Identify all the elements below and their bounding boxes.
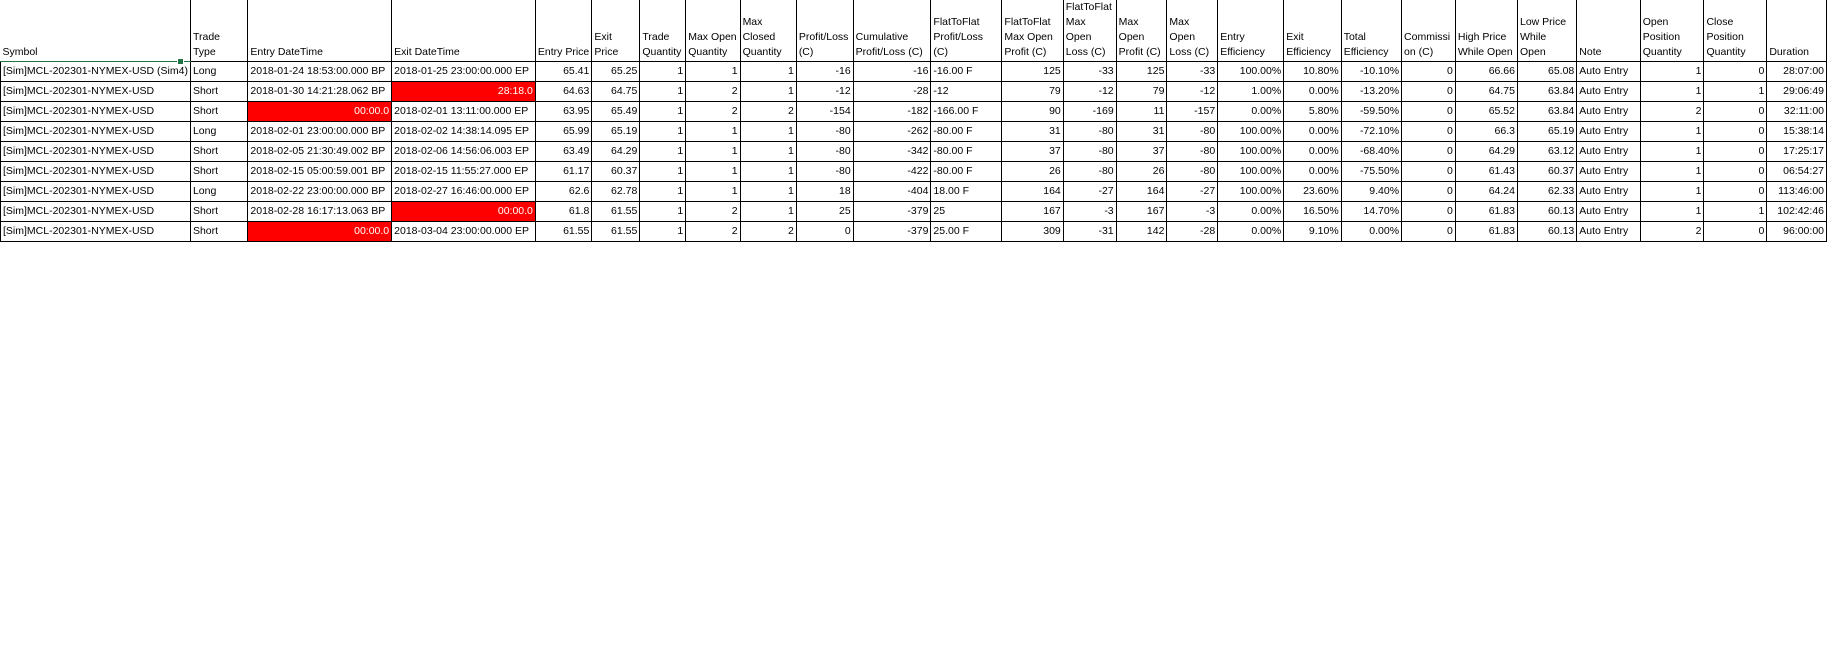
table-cell[interactable]: 0.00% — [1218, 102, 1284, 122]
table-row — [1, 82, 1827, 102]
table-cell[interactable]: 2018-02-01 23:00:00.000 BP — [248, 122, 392, 142]
table-cell[interactable]: -27 — [1167, 182, 1218, 202]
table-cell[interactable]: 1 — [640, 182, 686, 202]
table-cell[interactable]: 2 — [686, 102, 740, 122]
table-cell[interactable]: 00:00.0 — [248, 102, 392, 122]
table-cell[interactable]: 1 — [740, 122, 796, 142]
table-cell[interactable]: 00:00.0 — [392, 202, 536, 222]
table-cell[interactable]: 37 — [1002, 142, 1063, 162]
table-cell[interactable]: 0 — [1704, 142, 1767, 162]
fill-handle[interactable] — [177, 58, 184, 65]
table-cell[interactable]: 65.49 — [592, 102, 640, 122]
column-header[interactable]: Duration — [1767, 0, 1827, 62]
table-cell[interactable]: 0 — [1402, 162, 1456, 182]
table-cell[interactable]: 2018-01-24 18:53:00.000 BP — [248, 62, 392, 82]
table-cell[interactable]: 0 — [1704, 182, 1767, 202]
column-header[interactable]: Entry DateTime — [248, 0, 392, 62]
table-cell[interactable]: 64.24 — [1455, 182, 1517, 202]
spreadsheet — [0, 0, 1827, 242]
table-cell[interactable]: 1 — [1640, 202, 1704, 222]
table-cell[interactable]: 23.60% — [1284, 182, 1342, 202]
table-cell[interactable]: 64.29 — [1455, 142, 1517, 162]
table-cell[interactable]: 0 — [1704, 122, 1767, 142]
table-cell[interactable]: 0 — [1402, 102, 1456, 122]
table-cell[interactable]: 0 — [1704, 222, 1767, 242]
table-row — [1, 182, 1827, 202]
table-cell[interactable]: 63.84 — [1517, 102, 1576, 122]
table-cell[interactable]: 64.63 — [535, 82, 591, 102]
table-cell[interactable]: 26 — [1116, 162, 1167, 182]
table-cell[interactable]: -13.20% — [1341, 82, 1401, 102]
table-cell[interactable]: -28 — [853, 82, 931, 102]
table-cell[interactable]: 61.55 — [592, 222, 640, 242]
table-cell[interactable]: 00:00.0 — [248, 222, 392, 242]
table-cell[interactable]: -33 — [1167, 62, 1218, 82]
table-cell[interactable]: -3 — [1167, 202, 1218, 222]
table-cell[interactable]: -422 — [853, 162, 931, 182]
table-cell[interactable]: 0 — [796, 222, 853, 242]
table-cell[interactable]: 15:38:14 — [1767, 122, 1827, 142]
table-cell[interactable]: 65.52 — [1455, 102, 1517, 122]
table-cell[interactable]: -80 — [796, 122, 853, 142]
table-cell[interactable]: 17:25:17 — [1767, 142, 1827, 162]
table-cell[interactable]: 90 — [1002, 102, 1063, 122]
table-cell[interactable]: 1 — [740, 182, 796, 202]
table-cell[interactable]: -3 — [1063, 202, 1116, 222]
table-cell[interactable]: [Sim]MCL-202301-NYMEX-USD — [1, 122, 191, 142]
table-cell[interactable]: 1.00% — [1218, 82, 1284, 102]
table-cell[interactable]: 61.55 — [592, 202, 640, 222]
table-cell[interactable]: [Sim]MCL-202301-NYMEX-USD — [1, 82, 191, 102]
table-cell[interactable]: 0 — [1402, 62, 1456, 82]
table-cell[interactable]: 0 — [1704, 62, 1767, 82]
table-cell[interactable]: 31 — [1116, 122, 1167, 142]
table-cell[interactable]: -80.00 F — [931, 122, 1002, 142]
table-cell[interactable]: 61.8 — [535, 202, 591, 222]
table-cell[interactable]: 2018-02-06 14:56:06.003 EP — [392, 142, 536, 162]
table-cell[interactable]: 60.37 — [1517, 162, 1576, 182]
table-cell[interactable]: 113:46:00 — [1767, 182, 1827, 202]
table-row — [1, 222, 1827, 242]
table-cell[interactable]: Long — [190, 122, 247, 142]
table-cell[interactable]: 65.19 — [592, 122, 640, 142]
table-cell[interactable]: 64.29 — [592, 142, 640, 162]
table-cell[interactable]: -12 — [796, 82, 853, 102]
table-cell[interactable]: -379 — [853, 222, 931, 242]
table-cell[interactable]: [Sim]MCL-202301-NYMEX-USD — [1, 162, 191, 182]
table-cell[interactable]: 2018-02-05 21:30:49.002 BP — [248, 142, 392, 162]
table-cell[interactable]: 2 — [686, 202, 740, 222]
table-cell[interactable]: 60.13 — [1517, 222, 1576, 242]
table-cell[interactable]: 64.75 — [1455, 82, 1517, 102]
column-header[interactable]: Max Open Quantity — [686, 0, 740, 62]
table-cell[interactable]: 167 — [1116, 202, 1167, 222]
column-header[interactable]: Profit/Loss (C) — [796, 0, 853, 62]
table-cell[interactable]: 0.00% — [1284, 142, 1342, 162]
table-cell[interactable]: 28:18.0 — [392, 82, 536, 102]
table-cell[interactable]: 79 — [1002, 82, 1063, 102]
column-header[interactable]: Trade Quantity — [640, 0, 686, 62]
table-cell[interactable]: 2018-02-28 16:17:13.063 BP — [248, 202, 392, 222]
column-header[interactable]: Max Closed Quantity — [740, 0, 796, 62]
table-cell[interactable]: 9.10% — [1284, 222, 1342, 242]
table-cell[interactable]: 2 — [1640, 102, 1704, 122]
table-cell[interactable]: 1 — [686, 122, 740, 142]
table-cell[interactable]: 0 — [1402, 122, 1456, 142]
table-cell[interactable]: -10.10% — [1341, 62, 1401, 82]
table-cell[interactable]: -68.40% — [1341, 142, 1401, 162]
table-cell[interactable]: 26 — [1002, 162, 1063, 182]
table-cell[interactable]: 66.66 — [1455, 62, 1517, 82]
table-cell[interactable]: Auto Entry — [1577, 162, 1640, 182]
table-cell[interactable]: -169 — [1063, 102, 1116, 122]
table-cell[interactable]: 65.08 — [1517, 62, 1576, 82]
table-cell[interactable]: 29:06:49 — [1767, 82, 1827, 102]
table-cell[interactable]: -262 — [853, 122, 931, 142]
table-cell[interactable]: -80 — [1167, 122, 1218, 142]
table-cell[interactable]: 1 — [640, 162, 686, 182]
table-cell[interactable]: 0 — [1704, 102, 1767, 122]
table-cell[interactable]: 100.00% — [1218, 142, 1284, 162]
table-cell[interactable]: 2 — [740, 102, 796, 122]
table-cell[interactable]: 0.00% — [1218, 222, 1284, 242]
table-cell[interactable]: -80 — [1063, 142, 1116, 162]
column-header[interactable]: Exit DateTime — [392, 0, 536, 62]
table-cell[interactable]: -27 — [1063, 182, 1116, 202]
table-cell[interactable]: 25.00 F — [931, 222, 1002, 242]
column-header[interactable]: Open Position Quantity — [1640, 0, 1704, 62]
column-header[interactable]: Close Position Quantity — [1704, 0, 1767, 62]
table-cell[interactable]: 2018-02-01 13:11:00.000 EP — [392, 102, 536, 122]
table-cell[interactable]: 0.00% — [1218, 202, 1284, 222]
table-cell[interactable]: -80.00 F — [931, 162, 1002, 182]
table-cell[interactable]: 2018-02-15 05:00:59.001 BP — [248, 162, 392, 182]
table-cell[interactable]: 2 — [686, 82, 740, 102]
table-cell[interactable]: 63.95 — [535, 102, 591, 122]
table-cell[interactable]: Auto Entry — [1577, 222, 1640, 242]
table-cell[interactable]: 1 — [740, 162, 796, 182]
table-cell[interactable]: 10.80% — [1284, 62, 1342, 82]
table-row — [1, 162, 1827, 182]
table-cell[interactable]: 25 — [796, 202, 853, 222]
table-cell[interactable]: 66.3 — [1455, 122, 1517, 142]
table-cell[interactable]: 2018-01-25 23:00:00.000 EP — [392, 62, 536, 82]
table-cell[interactable]: 1 — [740, 82, 796, 102]
table-cell[interactable]: 2018-03-04 23:00:00.000 EP — [392, 222, 536, 242]
table-cell[interactable]: 1 — [640, 82, 686, 102]
table-row — [1, 102, 1827, 122]
column-header[interactable]: Max Open Loss (C) — [1167, 0, 1218, 62]
table-cell[interactable]: Auto Entry — [1577, 102, 1640, 122]
table-body — [1, 62, 1827, 242]
table-cell[interactable]: 0 — [1402, 182, 1456, 202]
table-row — [1, 122, 1827, 142]
table-cell[interactable]: 2018-02-22 23:00:00.000 BP — [248, 182, 392, 202]
table-cell[interactable]: Long — [190, 182, 247, 202]
table-cell[interactable]: 0 — [1402, 142, 1456, 162]
column-header[interactable]: Entry Efficiency — [1218, 0, 1284, 62]
table-cell[interactable]: 100.00% — [1218, 122, 1284, 142]
table-cell[interactable]: 1 — [1640, 142, 1704, 162]
table-cell[interactable]: -154 — [796, 102, 853, 122]
table-cell[interactable]: 61.43 — [1455, 162, 1517, 182]
table-cell[interactable]: 18 — [796, 182, 853, 202]
table-cell[interactable]: 0 — [1402, 202, 1456, 222]
table-cell[interactable]: 0 — [1402, 82, 1456, 102]
table-cell[interactable]: 100.00% — [1218, 162, 1284, 182]
column-header[interactable]: High Price While Open — [1455, 0, 1517, 62]
table-row — [1, 202, 1827, 222]
table-cell[interactable]: -33 — [1063, 62, 1116, 82]
table-cell[interactable]: 1 — [640, 62, 686, 82]
table-cell[interactable]: 1 — [1640, 82, 1704, 102]
table-cell[interactable]: 96:00:00 — [1767, 222, 1827, 242]
table-cell[interactable]: -80 — [1063, 122, 1116, 142]
trades-table — [0, 0, 1827, 242]
table-cell[interactable]: -16 — [796, 62, 853, 82]
table-cell[interactable]: [Sim]MCL-202301-NYMEX-USD — [1, 182, 191, 202]
table-cell[interactable]: -342 — [853, 142, 931, 162]
table-cell[interactable]: Auto Entry — [1577, 122, 1640, 142]
table-cell[interactable]: 2018-01-30 14:21:28.062 BP — [248, 82, 392, 102]
column-header[interactable]: FlatToFlat Profit/Loss (C) — [931, 0, 1002, 62]
table-cell[interactable]: Short — [190, 102, 247, 122]
table-cell[interactable]: -12 — [1167, 82, 1218, 102]
table-cell[interactable]: 25 — [931, 202, 1002, 222]
table-cell[interactable]: 0.00% — [1284, 122, 1342, 142]
table-cell[interactable]: 1 — [640, 122, 686, 142]
table-cell[interactable]: 164 — [1002, 182, 1063, 202]
table-cell[interactable]: Auto Entry — [1577, 82, 1640, 102]
table-cell[interactable]: Short — [190, 222, 247, 242]
table-cell[interactable]: -80 — [796, 142, 853, 162]
column-header[interactable]: Symbol — [1, 0, 191, 62]
table-cell[interactable]: 1 — [640, 222, 686, 242]
table-cell[interactable]: 100.00% — [1218, 182, 1284, 202]
table-cell[interactable]: 1 — [640, 142, 686, 162]
table-cell[interactable]: 65.41 — [535, 62, 591, 82]
table-cell[interactable]: -16.00 F — [931, 62, 1002, 82]
column-header[interactable]: Max Open Profit (C) — [1116, 0, 1167, 62]
table-cell[interactable]: 64.75 — [592, 82, 640, 102]
table-cell[interactable]: 0.00% — [1284, 82, 1342, 102]
table-cell[interactable]: -80 — [1167, 162, 1218, 182]
table-cell[interactable]: 1 — [1640, 182, 1704, 202]
table-cell[interactable]: Short — [190, 202, 247, 222]
table-cell[interactable]: 61.83 — [1455, 222, 1517, 242]
table-cell[interactable]: 1 — [686, 62, 740, 82]
table-cell[interactable]: 1 — [1704, 202, 1767, 222]
table-cell[interactable]: 1 — [686, 142, 740, 162]
table-cell[interactable]: 164 — [1116, 182, 1167, 202]
table-cell[interactable]: 63.12 — [1517, 142, 1576, 162]
table-cell[interactable]: 1 — [640, 102, 686, 122]
table-cell[interactable]: -59.50% — [1341, 102, 1401, 122]
table-cell[interactable]: [Sim]MCL-202301-NYMEX-USD — [1, 202, 191, 222]
column-header[interactable]: Trade Type — [190, 0, 247, 62]
table-row — [1, 142, 1827, 162]
table-cell[interactable]: 102:42:46 — [1767, 202, 1827, 222]
table-cell[interactable]: 28:07:00 — [1767, 62, 1827, 82]
column-header[interactable]: Low Price While Open — [1517, 0, 1576, 62]
table-cell[interactable]: 62.78 — [592, 182, 640, 202]
table-cell[interactable]: 1 — [740, 62, 796, 82]
table-cell[interactable]: 32:11:00 — [1767, 102, 1827, 122]
table-cell[interactable]: [Sim]MCL-202301-NYMEX-USD — [1, 102, 191, 122]
table-cell[interactable]: 06:54:27 — [1767, 162, 1827, 182]
table-cell[interactable]: 2 — [740, 222, 796, 242]
column-header[interactable]: FlatToFlat Max Open Profit (C) — [1002, 0, 1063, 62]
table-cell[interactable]: [Sim]MCL-202301-NYMEX-USD — [1, 222, 191, 242]
table-cell[interactable]: Long — [190, 62, 247, 82]
table-cell[interactable]: 0 — [1402, 222, 1456, 242]
table-cell[interactable]: 60.37 — [592, 162, 640, 182]
table-cell[interactable]: -28 — [1167, 222, 1218, 242]
column-header[interactable]: Total Efficiency — [1341, 0, 1401, 62]
table-cell[interactable]: 2018-02-15 11:55:27.000 EP — [392, 162, 536, 182]
table-cell[interactable]: Auto Entry — [1577, 182, 1640, 202]
table-cell[interactable]: -31 — [1063, 222, 1116, 242]
table-cell[interactable]: -75.50% — [1341, 162, 1401, 182]
table-cell[interactable]: 2018-02-02 14:38:14.095 EP — [392, 122, 536, 142]
table-row — [1, 62, 1827, 82]
table-cell[interactable]: Short — [190, 142, 247, 162]
table-cell[interactable]: 0 — [1704, 162, 1767, 182]
table-cell[interactable]: -80 — [1063, 162, 1116, 182]
table-cell[interactable]: Auto Entry — [1577, 142, 1640, 162]
table-cell[interactable]: 2018-02-27 16:46:00.000 EP — [392, 182, 536, 202]
table-cell[interactable]: 1 — [740, 202, 796, 222]
column-header[interactable]: Cumulative Profit/Loss (C) — [853, 0, 931, 62]
table-cell[interactable]: -72.10% — [1341, 122, 1401, 142]
table-cell[interactable]: Short — [190, 162, 247, 182]
table-cell[interactable]: 61.83 — [1455, 202, 1517, 222]
table-cell[interactable]: 61.17 — [535, 162, 591, 182]
table-cell[interactable]: 37 — [1116, 142, 1167, 162]
table-cell[interactable]: 5.80% — [1284, 102, 1342, 122]
table-cell[interactable]: 167 — [1002, 202, 1063, 222]
table-cell[interactable]: 63.49 — [535, 142, 591, 162]
table-cell[interactable]: 0.00% — [1284, 162, 1342, 182]
table-cell[interactable]: 2 — [686, 222, 740, 242]
table-cell[interactable]: 65.19 — [1517, 122, 1576, 142]
table-cell[interactable]: 1 — [686, 162, 740, 182]
table-cell[interactable]: Short — [190, 82, 247, 102]
column-header[interactable]: Exit Price — [592, 0, 640, 62]
table-cell[interactable]: [Sim]MCL-202301-NYMEX-USD — [1, 142, 191, 162]
table-cell[interactable]: 14.70% — [1341, 202, 1401, 222]
table-cell[interactable]: 2 — [1640, 222, 1704, 242]
table-cell[interactable]: 1 — [640, 202, 686, 222]
table-cell[interactable]: -12 — [931, 82, 1002, 102]
column-header[interactable]: FlatToFlat Max Open Loss (C) — [1063, 0, 1116, 62]
table-cell[interactable]: 1 — [686, 182, 740, 202]
table-cell[interactable]: 65.99 — [535, 122, 591, 142]
table-cell[interactable]: Auto Entry — [1577, 202, 1640, 222]
column-header[interactable]: Exit Efficiency — [1284, 0, 1342, 62]
table-cell[interactable]: -12 — [1063, 82, 1116, 102]
table-cell[interactable]: 100.00% — [1218, 62, 1284, 82]
table-cell[interactable]: 1 — [1640, 162, 1704, 182]
table-cell[interactable]: -157 — [1167, 102, 1218, 122]
table-cell[interactable]: 60.13 — [1517, 202, 1576, 222]
table-cell[interactable]: 1 — [740, 142, 796, 162]
table-cell[interactable]: 125 — [1116, 62, 1167, 82]
table-cell[interactable]: 1 — [1640, 122, 1704, 142]
table-cell[interactable]: 125 — [1002, 62, 1063, 82]
table-cell[interactable]: 0.00% — [1341, 222, 1401, 242]
table-cell[interactable]: 309 — [1002, 222, 1063, 242]
table-cell[interactable]: -404 — [853, 182, 931, 202]
table-cell[interactable]: -16 — [853, 62, 931, 82]
table-cell[interactable]: 65.25 — [592, 62, 640, 82]
table-cell[interactable]: -182 — [853, 102, 931, 122]
table-cell[interactable]: -80 — [1167, 142, 1218, 162]
table-cell[interactable]: 11 — [1116, 102, 1167, 122]
column-header[interactable]: Commissi on (C) — [1402, 0, 1456, 62]
table-cell[interactable]: 79 — [1116, 82, 1167, 102]
table-cell[interactable]: 1 — [1640, 62, 1704, 82]
table-cell[interactable]: -80.00 F — [931, 142, 1002, 162]
table-cell[interactable]: 62.33 — [1517, 182, 1576, 202]
table-cell[interactable]: 142 — [1116, 222, 1167, 242]
table-cell[interactable]: [Sim]MCL-202301-NYMEX-USD (Sim4) — [1, 62, 191, 82]
table-cell[interactable]: Auto Entry — [1577, 62, 1640, 82]
table-cell[interactable]: 63.84 — [1517, 82, 1576, 102]
table-cell[interactable]: 9.40% — [1341, 182, 1401, 202]
column-header[interactable]: Note — [1577, 0, 1640, 62]
header-row — [1, 0, 1827, 62]
table-cell[interactable]: 1 — [1704, 82, 1767, 102]
table-cell[interactable]: 62.6 — [535, 182, 591, 202]
table-cell[interactable]: 18.00 F — [931, 182, 1002, 202]
table-cell[interactable]: 31 — [1002, 122, 1063, 142]
table-cell[interactable]: -379 — [853, 202, 931, 222]
table-cell[interactable]: -166.00 F — [931, 102, 1002, 122]
table-cell[interactable]: 61.55 — [535, 222, 591, 242]
column-header[interactable]: Entry Price — [535, 0, 591, 62]
table-cell[interactable]: 16.50% — [1284, 202, 1342, 222]
table-cell[interactable]: -80 — [796, 162, 853, 182]
